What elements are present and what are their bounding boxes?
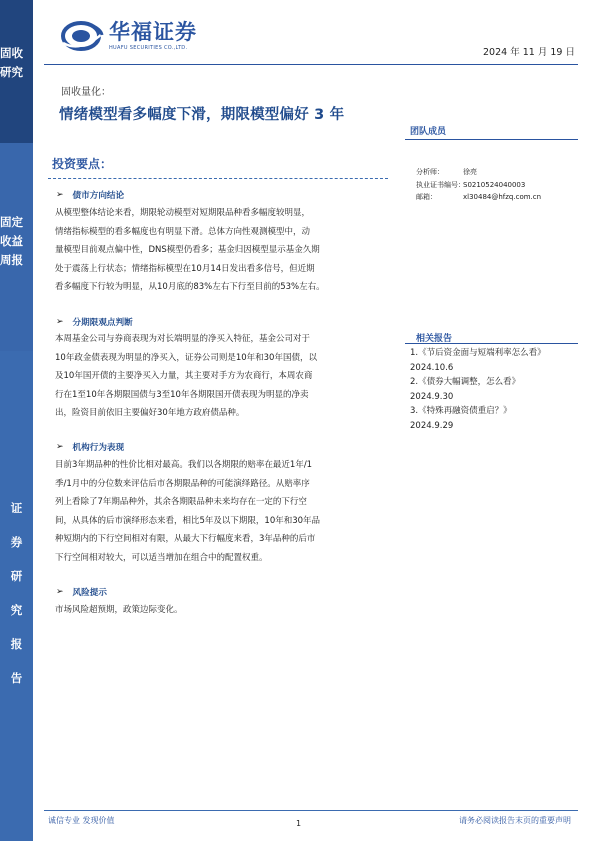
license-label: 执业证书编号： (416, 180, 465, 189)
report-category: 固收量化： (61, 87, 111, 98)
section-title: 分期限观点判断 (72, 318, 133, 328)
section-heading (56, 586, 107, 598)
license-row (416, 179, 541, 192)
page-number: 1 (296, 819, 302, 828)
sidebar-middle-char: 定 (11, 215, 23, 229)
text-line: 处于震荡上行状态；情绪指标模型在10月14日发出看多信号，但近期 (55, 263, 315, 274)
related-divider (405, 343, 578, 344)
investment-heading: 投资要点： (52, 157, 113, 171)
text-line: 情绪指标模型的看多幅度也有明显下滑。总体方向性观测模型中，动 (55, 226, 311, 237)
section-body (55, 204, 389, 297)
license-number: S0210524040003 (463, 180, 526, 189)
section-heading (56, 189, 124, 201)
text-line: 10年政金债表现为明显的净买入，证券公司则是10年和30年国债，以 (55, 352, 317, 363)
arrow-right-icon: ➢ (56, 317, 64, 327)
related-report-date: 2024.10.6 (410, 362, 454, 373)
section-heading (56, 441, 124, 453)
related-reports-heading: 相关报告 (416, 334, 453, 344)
text-line: 种短期内的下行空间相对有限，从最大下行幅度来看，3年品种的后市 (55, 534, 316, 545)
analyst-info (416, 166, 541, 204)
section-heading (56, 316, 133, 328)
footer-disclaimer: 请务必阅读报告末页的重要声明 (459, 816, 571, 825)
sidebar-bottom (0, 351, 33, 841)
section-title: 债市方向结论 (72, 191, 125, 201)
sidebar-bottom-char: 研 (10, 569, 23, 583)
section-title: 机构行为表现 (72, 443, 125, 453)
text-line: 目前3年期品种的性价比相对最高。我们以各期限的赔率在最近1年/1 (55, 460, 313, 470)
sidebar-middle-label (0, 211, 33, 268)
sidebar-bottom-label (11, 501, 23, 705)
sidebar-bottom-char: 报 (10, 637, 23, 651)
text-line: 季/1月中的分位数来评估后市各期限品种的可能演绎路径。从赔率序 (55, 478, 310, 489)
sidebar-top-char: 收 (11, 46, 23, 60)
text-line: 量模型目前观点偏中性，DNS模型仍看多；基金归因模型显示基金久期 (55, 245, 320, 256)
related-report-title[interactable]: 2.《债券大幅调整，怎么看》 (410, 377, 521, 387)
text-line: 看多幅度下行较为明显，从10月底的83%左右下行至目前的53%左右。 (55, 282, 325, 293)
company-logo (61, 20, 197, 51)
sidebar-middle-char: 收 (0, 234, 12, 248)
analyst-label: 分析师： (416, 168, 444, 176)
analyst-row (416, 166, 541, 179)
email-address[interactable]: xl30484@hfzq.com.cn (463, 193, 542, 201)
text-line: 行在1至10年各期限国债与3至10年各期限国开债表现为明显的净卖 (55, 389, 309, 400)
sidebar-middle-char: 益 (11, 234, 23, 248)
related-report-date: 2024.9.30 (410, 391, 454, 402)
sidebar-top-char: 研 (0, 65, 12, 79)
related-report-title[interactable]: 1.《节后资金面与短端利率怎么看》 (410, 348, 546, 358)
report-title: 情绪模型看多幅度下滑，期限模型偏好 3 年 (59, 107, 345, 123)
text-line: 出，险资目前依旧主要偏好30年地方政府债品种。 (55, 408, 245, 419)
related-report-date: 2024.9.29 (410, 420, 454, 431)
section-body (55, 330, 389, 423)
text-line: 列上看除了7年期品种外，其余各期限品种未来均存在一定的下行空 (55, 497, 307, 508)
footer-slogan: 诚信专业 发现价值 (48, 816, 115, 825)
sidebar-middle-char: 报 (11, 253, 23, 267)
footer-divider (44, 810, 578, 811)
text-line: 从模型整体结论来看，期限轮动模型对短期限品种看多幅度较明显， (55, 208, 311, 218)
team-heading: 团队成员 (410, 127, 447, 137)
sidebar-top-label (0, 42, 33, 80)
email-label: 邮箱： (416, 193, 437, 201)
sidebar-middle (0, 143, 33, 351)
investment-divider (48, 178, 388, 179)
sidebar-bottom-char: 告 (10, 671, 23, 685)
sidebar-middle-char: 周 (0, 253, 12, 267)
huafu-logo-icon (61, 21, 105, 51)
text-line: 间，从具体的后市演绎形态来看，相比5年及以下期限，10年和30年品 (55, 515, 321, 526)
company-name-cn: 华福证券 (109, 20, 197, 44)
sidebar-bottom-char: 券 (10, 535, 23, 549)
related-report-title[interactable]: 3.《特殊再融资债重启？》 (410, 406, 512, 416)
header-divider (44, 64, 578, 65)
related-reports-list (410, 346, 546, 433)
arrow-right-icon: ➢ (56, 442, 64, 452)
company-name-en: HUAFU SECURITIES CO.,LTD. (109, 45, 188, 51)
sidebar-bottom-char: 证 (10, 501, 23, 515)
section-body (55, 601, 389, 620)
text-line: 下行空间相对较大，可以适当增加在组合中的配置权重。 (55, 552, 268, 563)
section-title: 风险提示 (72, 588, 107, 598)
arrow-right-icon: ➢ (56, 587, 64, 597)
sidebar-top (0, 0, 33, 143)
section-body (55, 456, 389, 568)
sidebar-top-char: 究 (11, 65, 23, 79)
sidebar-middle-char: 固 (0, 215, 12, 229)
analyst-name: 徐亮 (463, 168, 477, 176)
team-divider (405, 139, 578, 140)
sidebar-bottom-char: 究 (10, 603, 23, 617)
sidebar-top-char: 固 (0, 46, 12, 60)
report-date: 2024 年 11 月 19 日 (483, 47, 575, 58)
arrow-right-icon: ➢ (56, 190, 64, 200)
text-line: 市场风险超预期，政策边际变化。 (55, 605, 183, 615)
text-line: 本周基金公司与券商表现为对长端明显的净买入特征，基金公司对于 (55, 334, 311, 344)
text-line: 及10年国开债的主要净买入力量，其主要对手方为农商行，本周农商 (55, 371, 313, 382)
email-row (416, 191, 541, 204)
